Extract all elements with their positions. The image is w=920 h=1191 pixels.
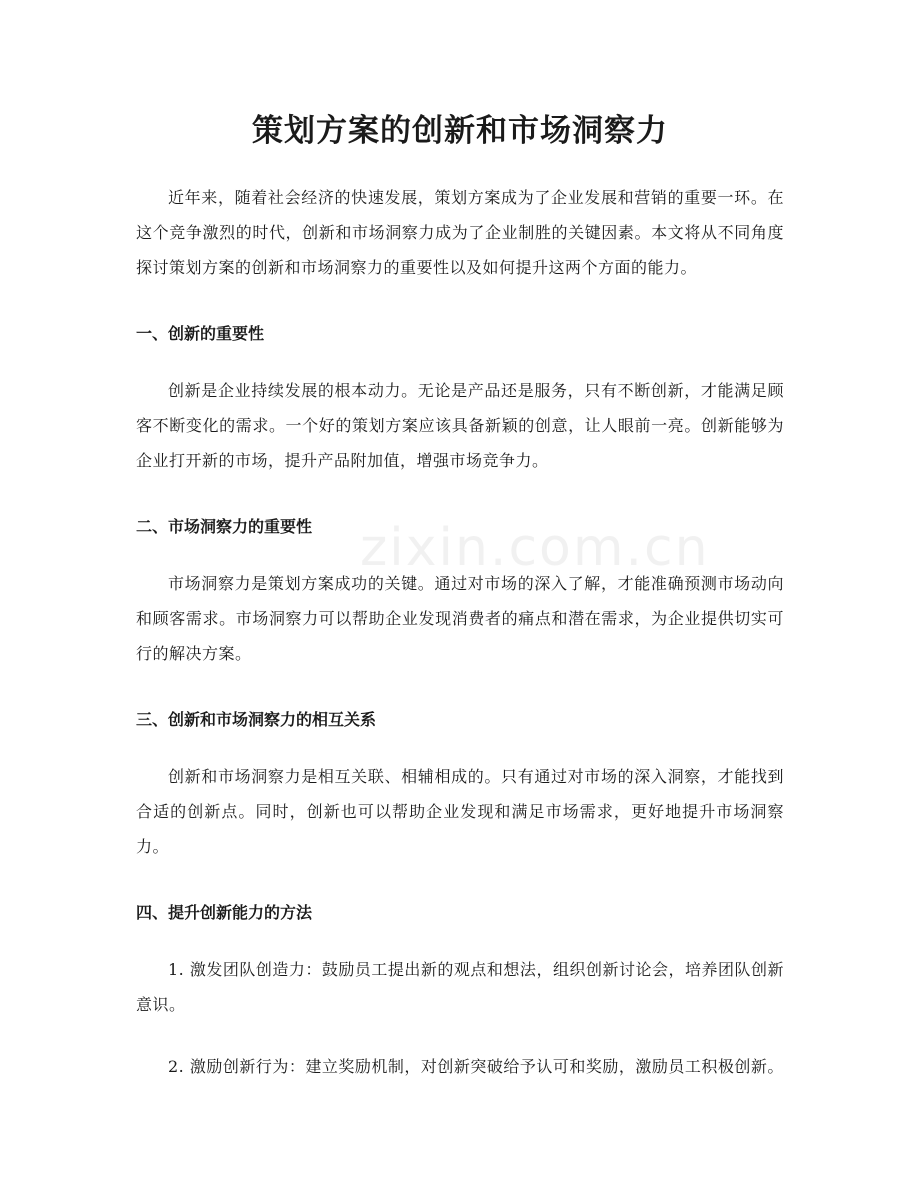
method-item: 1. 激发团队创造力：鼓励员工提出新的观点和想法，组织创新讨论会，培养团队创新意识。 <box>136 960 784 1014</box>
document-title: 策划方案的创新和市场洞察力 <box>252 113 668 149</box>
watermark-text: zixin.com.cn <box>360 518 710 578</box>
section-heading-methods: 四、提升创新能力的方法 <box>136 903 313 922</box>
section-body-relationship: 创新和市场洞察力是相互关联、相辅相成的。只有通过对市场的深入洞察，才能找到合适的创新点。同时，创新也可以帮助企业发现和满足市场需求，更好地提升市场洞察力。 <box>136 767 784 856</box>
section-body-market-insight: 市场洞察力是策划方案成功的关键。通过对市场的深入了解，才能准确预测市场动向和顾客需求。市场洞察力可以帮助企业发现消费者的痛点和潜在需求，为企业提供切实可行的解决方案。 <box>136 574 784 663</box>
section-body-innovation: 创新是企业持续发展的根本动力。无论是产品还是服务，只有不断创新，才能满足顾客不断变化的需求。一个好的策划方案应该具备新颖的创意，让人眼前一亮。创新能够为企业打开新的市场，提升产品附加值，增强市场竞争力。 <box>136 381 784 470</box>
document-body <box>136 180 784 1084</box>
intro-paragraph: 近年来，随着社会经济的快速发展，策划方案成为了企业发展和营销的重要一环。在这个竞争激烈的时代，创新和市场洞察力成为了企业制胜的关键因素。本文将从不同角度探讨策划方案的创新和市场洞察力的重要性以及如何提升这两个方面的能力。 <box>136 188 784 277</box>
method-item: 2. 激励创新行为：建立奖励机制，对创新突破给予认可和奖励，激励员工积极创新。 <box>168 1057 784 1076</box>
section-heading-innovation: 一、创新的重要性 <box>136 324 265 343</box>
section-heading-market-insight: 二、市场洞察力的重要性 <box>136 517 313 536</box>
section-heading-relationship: 三、创新和市场洞察力的相互关系 <box>136 710 377 729</box>
